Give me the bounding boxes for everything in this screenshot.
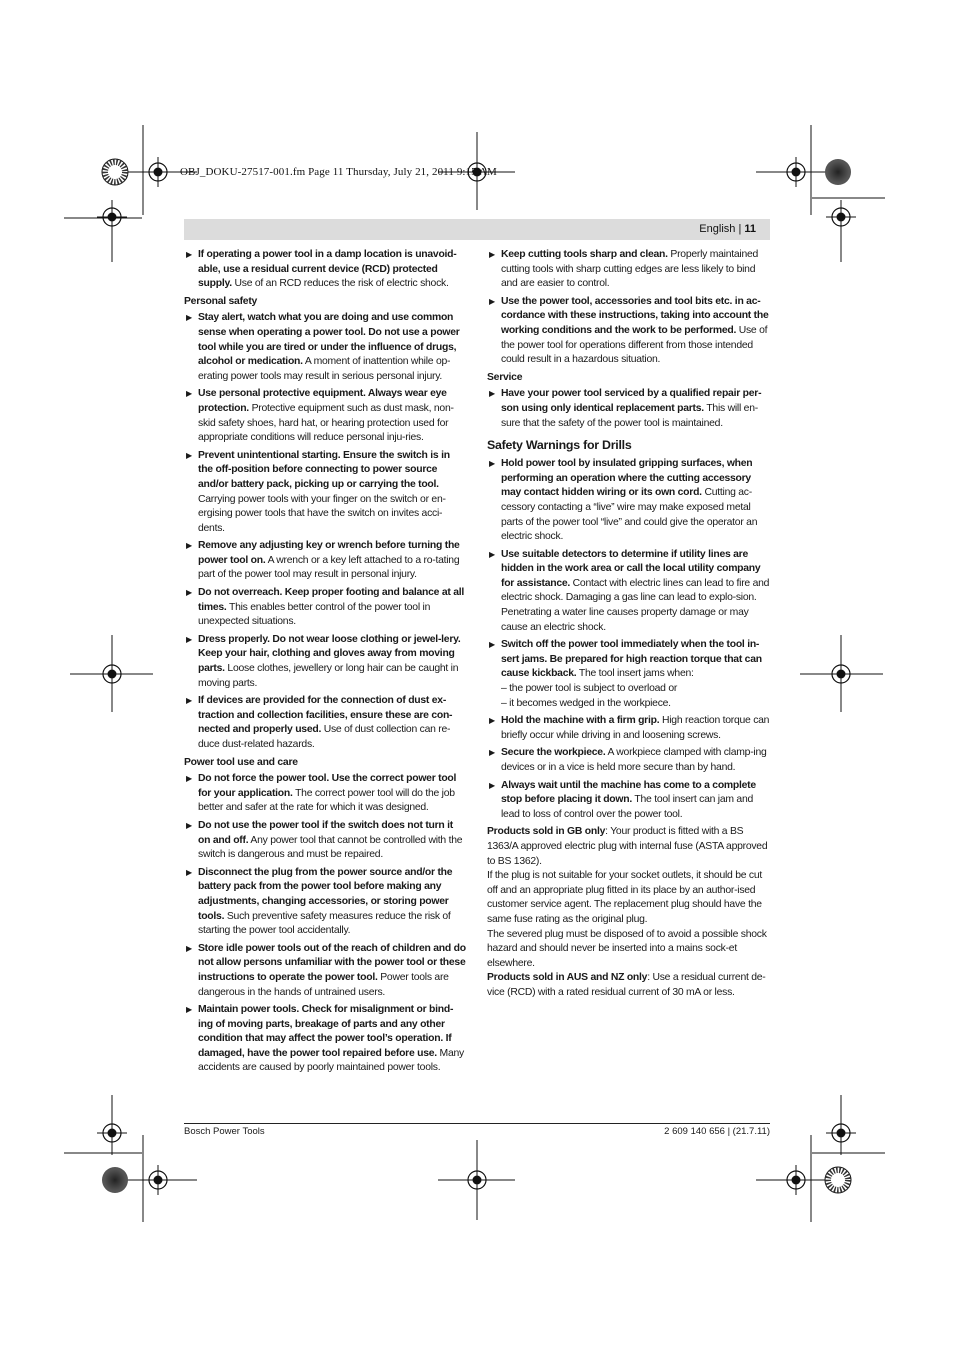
bullet-icon: ▶	[186, 541, 192, 551]
list-item: ▶ If operating a power tool in a damp location is unavoid-able, use a residual current device (RCD) protected supply. Use of an RCD reduces the risk of electric shock.	[186, 249, 457, 290]
list-item: ▶ Do not use the power tool if the switch does not turn it on and off. Any power tool that cannot be controlled with the switch is dangerous and must be repaired.	[186, 819, 463, 861]
dash-item: – the power tool is subject to overload or	[501, 683, 678, 695]
list-item: ▶ Hold power tool by insulated gripping surfaces, when performing an operation where the cutting accessory may contact hidden wiring or its own cord. Cutting ac-cessory contacting a “live” wire may make exposed metal parts of the power tool “live” and could give the operator an electric shock.	[489, 458, 758, 543]
subheading-personal-safety: Personal safety	[184, 295, 258, 307]
bullet-icon: ▶	[489, 389, 495, 399]
header-text	[699, 223, 756, 235]
list-item: ▶ Prevent unintentional starting. Ensure the switch is in the off-position before connecting to power source and/or battery pack, picking up or carrying the tool. Carrying power tools with your finger on the switch or en-ergising power tools that have the switch on invites acci-dents.	[186, 449, 450, 534]
list-item: ▶ Always wait until the machine has come to a complete stop before placing it down. The tool insert can jam and lead to loss of control over the power tool.	[489, 779, 756, 820]
bullet-icon: ▶	[186, 774, 192, 784]
file-slug: OBJ_DOKU-27517-001.fm Page 11 Thursday, July 21, 2011 9:15 AM	[180, 166, 497, 178]
page-header	[184, 219, 770, 240]
page-number: 11	[744, 223, 756, 235]
list-item: ▶ If devices are provided for the connection of dust ex-traction and collection facilities, ensure these are con-nected and properly used. Use of dust collection can re-duce dust-related hazards.	[186, 695, 453, 750]
bullet-icon: ▶	[489, 716, 495, 726]
bullet-icon: ▶	[186, 820, 192, 830]
subheading-service: Service	[487, 371, 523, 383]
list-item: ▶ Maintain power tools. Check for misalignment or bind-ing of moving parts, breakage of parts and any other condition that may affect the power tool’s operation. If damaged, have the power tool repaired before use. Many accidents are caused by poorly maintained power tools.	[186, 1004, 464, 1074]
header-separator: |	[738, 223, 742, 235]
list-item: ▶ Stay alert, watch what you are doing and use common sense when operating a power tool. Do not use a power tool while you are tired or under the influence of drugs, alcohol or medication. A moment of inattention while op-erating power tools may result in serious personal injury.	[186, 312, 460, 382]
header-language: English	[699, 223, 736, 235]
bullet-icon: ▶	[489, 296, 495, 306]
aus-nz-notice: Products sold in AUS and NZ only: Use a residual current de-vice (RCD) with a rated residual current of 30 mA or less.	[487, 972, 766, 998]
bullet-icon: ▶	[489, 640, 495, 650]
list-item: ▶ Store idle power tools out of the reach of children and do not allow persons unfamiliar with the power tool or these instructions to operate the power tool. Power tools are dangerous in the hands of untrained users.	[186, 942, 466, 998]
list-item: ▶ Do not force the power tool. Use the correct power tool for your application. The correct power tool will do the job better and safer at the rate for which it was designed.	[186, 773, 457, 814]
list-item: ▶ Disconnect the plug from the power source and/or the battery pack from the power tool before making any adjustments, changing accessories, or storing power tools. Such preventive safety measures reduce the risk of starting the power tool accidentally.	[186, 866, 453, 937]
footer-rule	[184, 1123, 770, 1124]
bullet-icon: ▶	[186, 389, 192, 399]
bullet-icon: ▶	[186, 634, 192, 644]
footer-brand: Bosch Power Tools	[184, 1126, 265, 1137]
left-column	[184, 248, 467, 1079]
list-item: ▶ Hold the machine with a firm grip. High reaction torque can briefly occur while driving in and loosening screws.	[489, 715, 770, 741]
section-heading-drills: Safety Warnings for Drills	[487, 438, 632, 453]
gb-plug-paragraph: If the plug is not suitable for your socket outlets, it should be cut off and an appropriate plug fitted in its place by an author-ised customer service agent. The replacement plug should have the same fuse rating as the original plug.	[487, 870, 763, 925]
right-column	[487, 248, 770, 1001]
list-item: ▶ Have your power tool serviced by a qualified repair per-son using only identical replacement parts. This will en-sure that the safety of the power tool is maintained.	[489, 388, 762, 429]
list-item: ▶ Keep cutting tools sharp and clean. Properly maintained cutting tools with sharp cutting edges are less likely to bind and are easier to control.	[489, 249, 759, 290]
bullet-icon: ▶	[186, 250, 192, 259]
list-item: ▶ Secure the workpiece. A workpiece clamped with clamp-ing devices or in a vice is held more secure than by hand.	[489, 747, 767, 773]
list-item: ▶ Use personal protective equipment. Always wear eye protection. Protective equipment such as dust mask, non-skid safety shoes, hard hat, or hearing protection used for appropriate conditions will reduce personal inju-ries.	[186, 388, 454, 444]
bullet-icon: ▶	[186, 696, 192, 706]
list-item: ▶ Remove any adjusting key or wrench before turning the power tool on. A wrench or a key left attached to a ro-tating part of the power tool may result in personal injury.	[186, 540, 460, 581]
gb-severed-plug-paragraph: The severed plug must be disposed of to avoid a possible shock hazard and should never be inserted into a mains sock-et elsewhere.	[487, 928, 767, 969]
list-item: ▶ Do not overreach. Keep proper footing and balance at all times. This enables better control of the power tool in unexpected situations.	[186, 587, 465, 628]
gb-notice: Products sold in GB only: Your product is fitted with a BS 1363/A approved electric plug with internal fuse (ASTA approved to BS 1362).	[487, 826, 768, 867]
list-item: ▶ Use the power tool, accessories and tool bits etc. in ac-cordance with these instructions, taking into account the working conditions and the work to be performed. Use of the power tool for operations different from those intended could result in a hazardous situation.	[489, 295, 769, 366]
bullet-icon: ▶	[186, 1005, 192, 1015]
bullet-icon: ▶	[186, 450, 192, 460]
list-item: ▶ Dress properly. Do not wear loose clothing or jewel-lery. Keep your hair, clothing and gloves away from moving parts. Loose clothes, jewellery or long hair can be caught in moving parts.	[186, 633, 461, 689]
bullet-icon: ▶	[186, 867, 192, 877]
bullet-icon: ▶	[489, 748, 495, 758]
bullet-icon: ▶	[186, 588, 192, 598]
dash-item: – it becomes wedged in the workpiece.	[501, 697, 671, 709]
subheading-power-tool-use: Power tool use and care	[184, 756, 298, 768]
bullet-icon: ▶	[489, 780, 495, 790]
bullet-icon: ▶	[186, 943, 192, 953]
list-item: ▶ Switch off the power tool immediately when the tool in-sert jams. Be prepared for high reaction torque that can cause kickback. The tool insert jams when: – the power tool is subject to overload or – it becomes wedged in the workpiece.	[487, 638, 770, 711]
bullet-icon: ▶	[489, 459, 495, 469]
list-item: ▶ Use suitable detectors to determine if utility lines are hidden in the work area or call the local utility company for assistance. Contact with electric lines can lead to fire and electric shock. Damaging a gas line can lead to explo-sion. Penetrating a water line causes property damage or may cause an electric shock.	[489, 548, 770, 633]
bullet-icon: ▶	[489, 549, 495, 559]
bullet-icon: ▶	[489, 250, 495, 259]
footer-doc-code: 2 609 140 656 | (21.7.11)	[664, 1126, 770, 1137]
bullet-icon: ▶	[186, 313, 192, 323]
